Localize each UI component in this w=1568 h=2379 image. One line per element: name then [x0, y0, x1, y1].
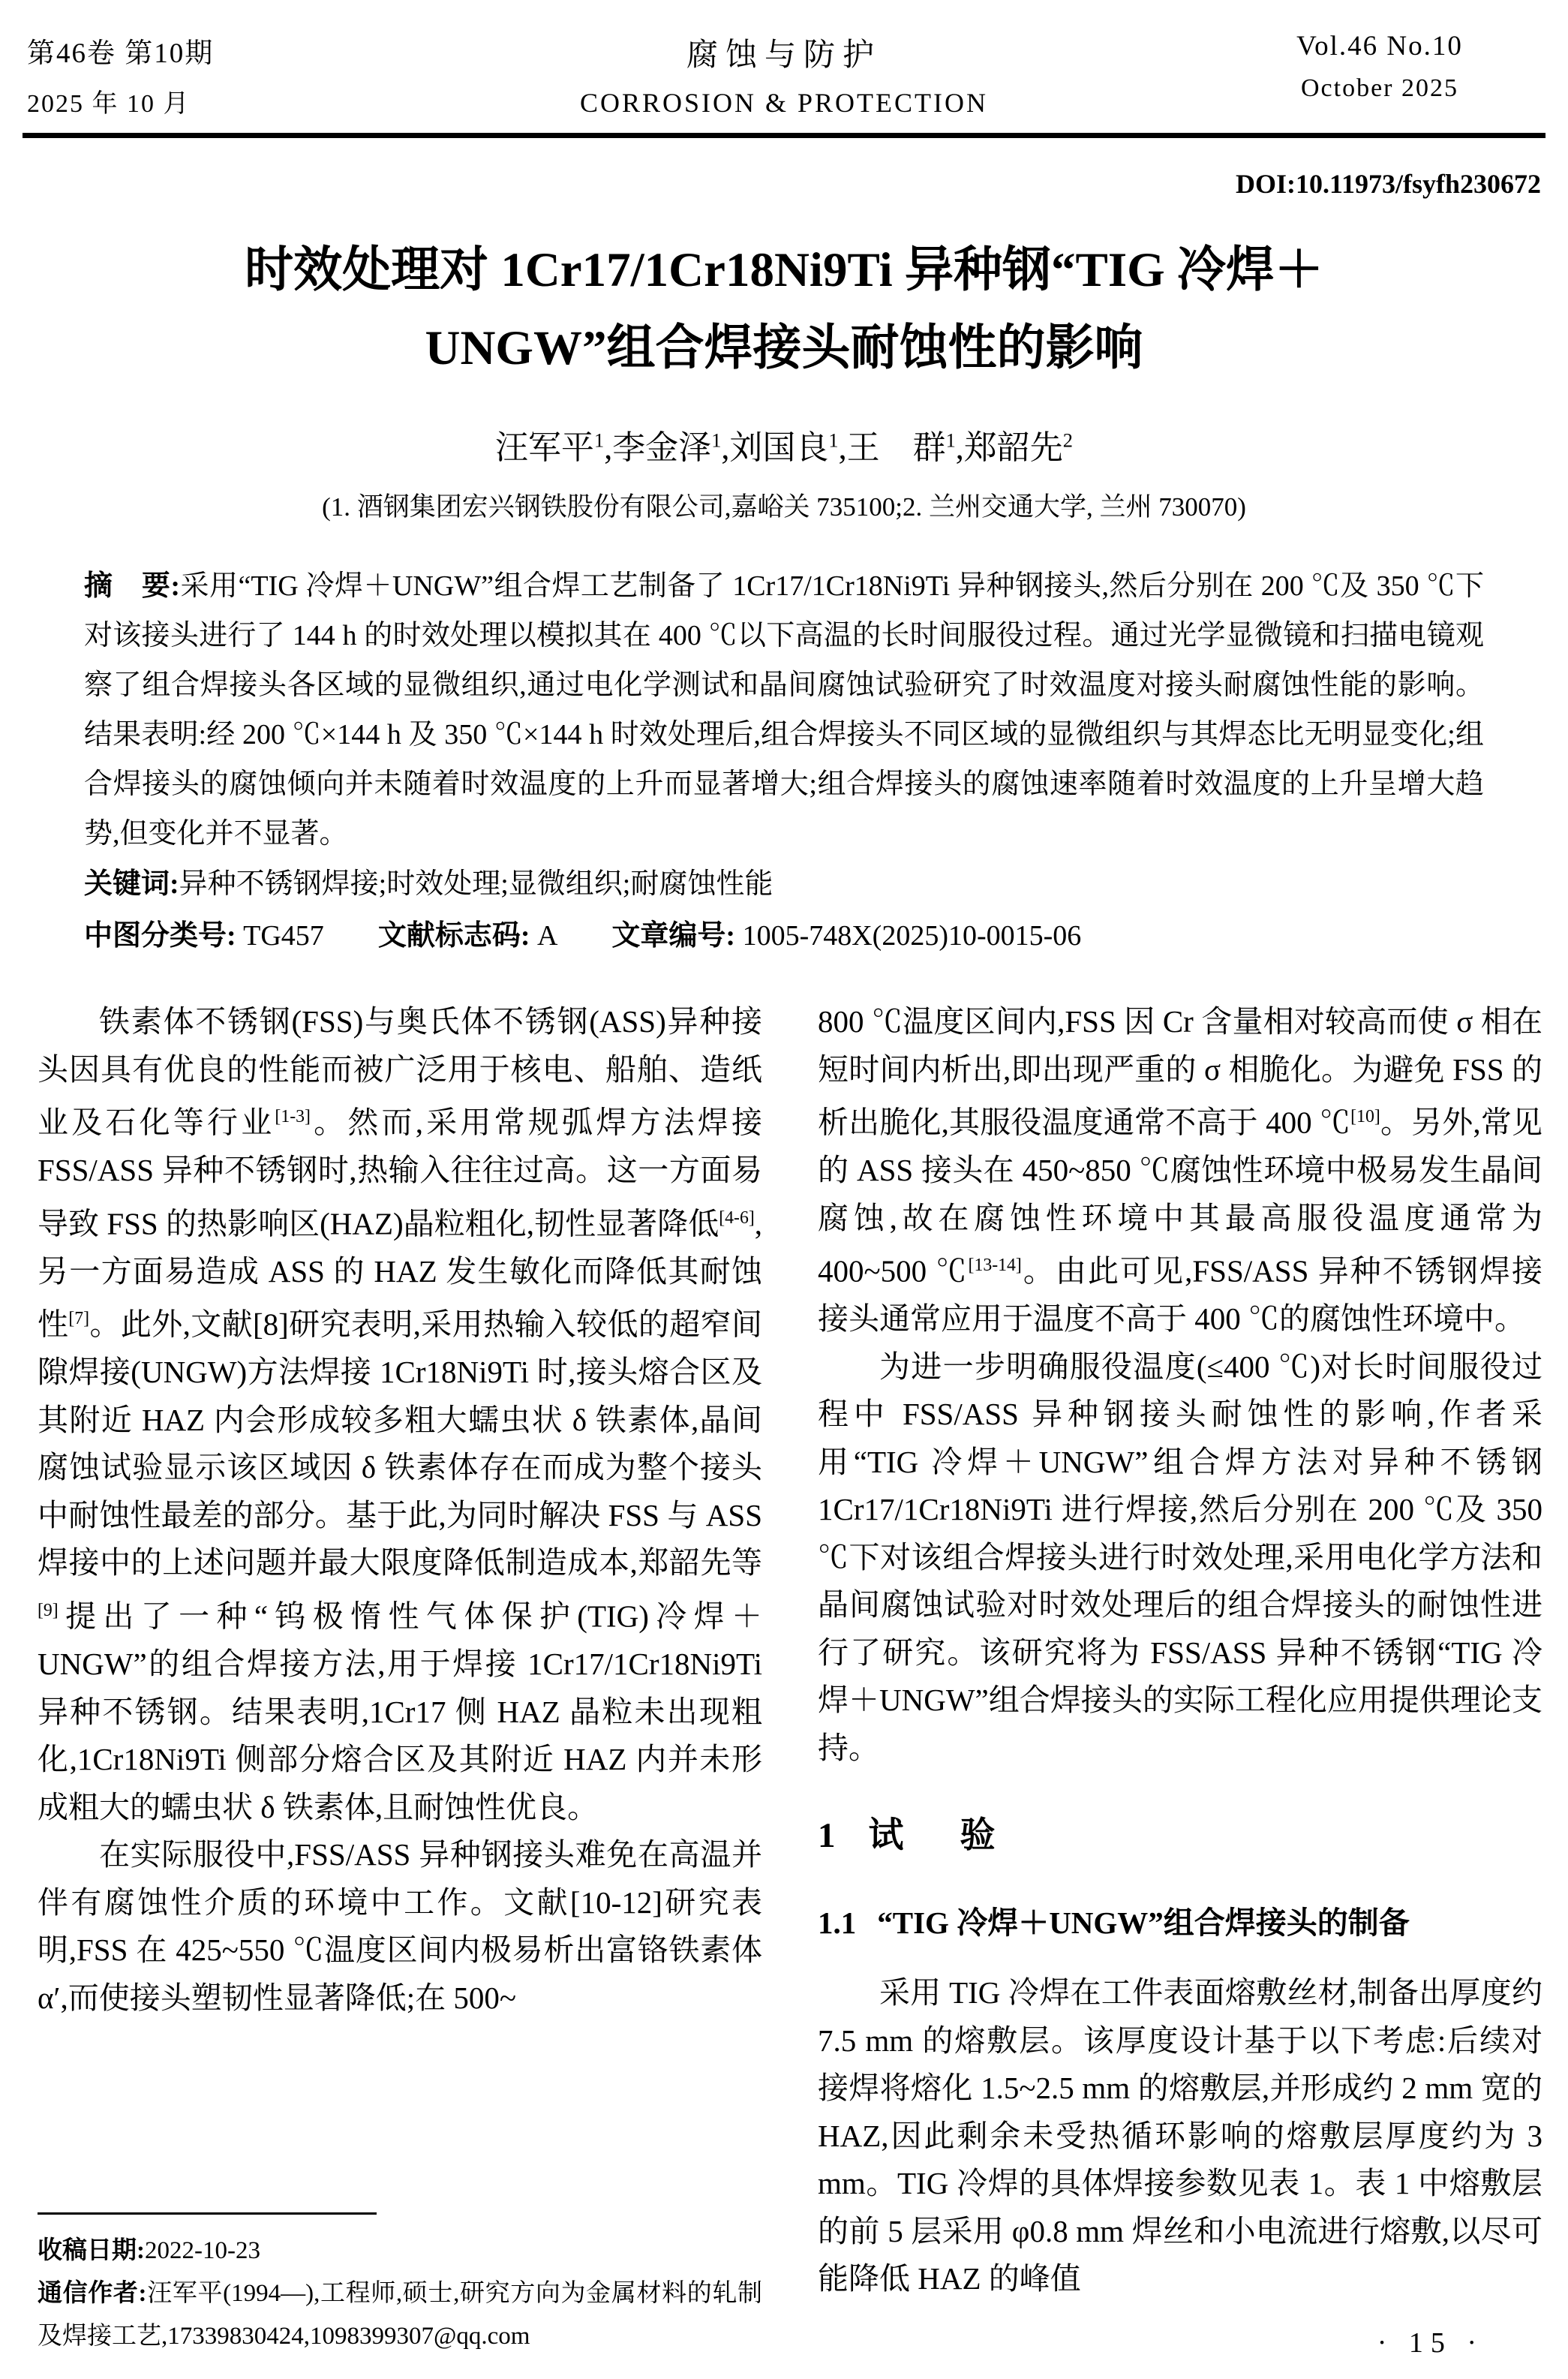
- reference-superscript: 1: [711, 429, 722, 452]
- body-paragraph: 采用 TIG 冷焊在工件表面熔敷丝材,制备出厚度约 7.5 mm 的熔敷层。该厚度设计基于以下考虑:后续对接焊将熔化 1.5~2.5 mm 的熔敷层,并形成约 2 mm 宽的 HAZ,因此剩余未受热循环影响的熔敷层厚度约为 3 mm。TIG 冷焊的具体焊接参数见表 1。表 1 中熔敷层的前 5 层采用 φ0.8 mm 焊丝和小电流进行熔敷,以尽可能降低 HAZ 的峰值: [818, 1975, 1542, 2296]
- header-right: [1218, 30, 1541, 103]
- abstract-block: [84, 561, 1484, 859]
- reference-superscript: [9]: [38, 1600, 59, 1620]
- body-columns: [38, 998, 1542, 2358]
- section-1-title: 试 验: [868, 1816, 1006, 1856]
- corresponding-label: 通信作者:: [38, 2280, 147, 2307]
- received-value: 2022-10-23: [145, 2237, 260, 2264]
- body-paragraph: 为进一步明确服役温度(≤400 ℃)对长时间服役过程中 FSS/ASS 异种钢接头耐蚀性的影响,作者采用“TIG 冷焊＋UNGW”组合焊方法对异种不锈钢 1Cr17/1Cr18Ni9Ti 进行焊接,然后分别在 200 ℃及 350 ℃下对该组合焊接头进行时效处理,采用电化学方法和晶间腐蚀试验对时效处理后的组合焊接头的耐蚀性进行了研究。该研究将为 FSS/ASS 异种不锈钢“TIG 冷焊＋UNGW”组合焊接头的实际工程化应用提供理论支持。: [818, 1349, 1542, 1765]
- date-en: October 2025: [1300, 74, 1458, 102]
- doc-code-label: 文献标志码:: [377, 920, 530, 952]
- journal-title-en: CORROSION & PROTECTION: [579, 88, 989, 118]
- journal-header: [0, 0, 1568, 119]
- journal-title-cn: 腐蚀与防护: [686, 38, 882, 73]
- page-number: · 15 ·: [1377, 2327, 1484, 2359]
- left-column: [38, 998, 762, 2358]
- received-date-line: [38, 2230, 762, 2272]
- keywords-line: [84, 860, 1484, 908]
- article-title: [90, 231, 1478, 387]
- volume-issue-cn: 第46卷 第10期: [27, 38, 215, 69]
- body-paragraph: 铁素体不锈钢(FSS)与奥氏体不锈钢(ASS)异种接头因具有优良的性能而被广泛用于核电、船舶、造纸业及石化等行业[1-3]。然而,采用常规弧焊方法焊接 FSS/ASS 异种不锈钢时,热输入往往过高。这一方面易导致 FSS 的热影响区(HAZ)晶粒粗化,韧性显著降低[4-6],另一方面易造成 ASS 的 HAZ 发生敏化而降低其耐蚀性[7]。此外,文献[8]研究表明,采用热输入较低的超窄间隙焊接(UNGW)方法焊接 1Cr18Ni9Ti 时,接头熔合区及其附近 HAZ 内会形成较多粗大蠕虫状 δ 铁素体,晶间腐蚀试验显示该区域因 δ 铁素体存在而成为整个接头中耐蚀性最差的部分。基于此,为同时解决 FSS 与 ASS 焊接中的上述问题并最大限度降低制造成本,郑韶先等[9]提出了一种“钨极惰性气体保护(TIG)冷焊＋UNGW”的组合焊接方法,用于焊接 1Cr17/1Cr18Ni9Ti 异种不锈钢。结果表明,1Cr17 侧 HAZ 晶粒未出现粗化,1Cr18Ni9Ti 侧部分熔合区及其附近 HAZ 内并未形成粗大的蠕虫状 δ 铁素体,且耐蚀性优良。: [38, 1004, 763, 1824]
- footnote: [38, 2212, 762, 2358]
- reference-superscript: [13-14]: [968, 1256, 1022, 1276]
- classification-line: [84, 913, 1484, 959]
- authors-line: 汪军平$^1$,李金泽$^1$,刘国良$^1$,王 群$^1$,郑韶先$^2$: [494, 429, 1073, 466]
- article-title-line2: UNGW”组合焊接头耐蚀性的影响: [425, 321, 1143, 375]
- keywords-label: 关键词:: [84, 868, 179, 900]
- corresponding-author-line: [38, 2272, 762, 2358]
- section-1-1-title: “TIG 冷焊＋UNGW”组合焊接头的制备: [877, 1905, 1410, 1940]
- header-divider-rule: [23, 133, 1545, 138]
- article-id-label: 文章编号:: [611, 920, 736, 952]
- clc-label: 中图分类号:: [84, 920, 236, 952]
- reference-superscript: 1: [945, 429, 956, 452]
- article-title-line1: 时效处理对 1Cr17/1Cr18Ni9Ti 异种钢“TIG 冷焊＋: [245, 243, 1323, 297]
- abstract-label: 摘 要:: [84, 570, 181, 602]
- volume-issue-en: Vol.46 No.10: [1296, 31, 1463, 62]
- right-column: [818, 998, 1542, 2358]
- affiliation: (1. 酒钢集团宏兴钢铁股份有限公司,嘉峪关 735100;2. 兰州交通大学, 兰州 730070): [322, 492, 1246, 522]
- abstract-text: 采用“TIG 冷焊＋UNGW”组合焊工艺制备了 1Cr17/1Cr18Ni9Ti 异种钢接头,然后分别在 200 ℃及 350 ℃下对该接头进行了 144 h 的时效处理以模拟其在 400 ℃以下高温的长时间服役过程。通过光学显微镜和扫描电镜观察了组合焊接头各区域的显微组织,通过电化学测试和晶间腐蚀试验研究了时效温度对接头耐腐蚀性能的影响。结果表明:经 200 ℃×144 h 及 350 ℃×144 h 时效处理后,组合焊接头不同区域的显微组织与其焊态比无明显变化;组合焊接头的腐蚀倾向并未随着时效温度的上升而显著增大;组合焊接头的腐蚀速率随着时效温度的上升呈增大趋势,但变化并不显著。: [84, 570, 1485, 850]
- body-paragraph: 800 ℃温度区间内,FSS 因 Cr 含量相对较高而使 σ 相在短时间内析出,即出现严重的 σ 相脆化。为避免 FSS 的析出脆化,其服役温度通常不高于 400 ℃[10]。另外,常见的 ASS 接头在 450~850 ℃腐蚀性环境中极易发生晶间腐蚀,故在腐蚀性环境中其最高服役温度通常为 400~500 ℃[13-14]。由此可见,FSS/ASS 异种不锈钢焊接接头通常应用于温度不高于 400 ℃的腐蚀性环境中。: [818, 1004, 1543, 1337]
- reference-superscript: [1-3]: [275, 1107, 311, 1126]
- section-1-heading: [818, 1812, 1542, 1860]
- body-paragraph: 在实际服役中,FSS/ASS 异种钢接头难免在高温并伴有腐蚀性介质的环境中工作。文献[10-12]研究表明,FSS 在 425~550 ℃温度区间内极易析出富铬铁素体 α′,而使接头塑韧性显著降低;在 500~: [38, 1837, 762, 2015]
- clc-value: TG457: [243, 920, 324, 952]
- corresponding-value: 汪军平(1994—),工程师,硕士,研究方向为金属材料的轧制及焊接工艺,17339830424,1098399307@qq.com: [38, 2280, 762, 2350]
- reference-superscript: 1: [593, 429, 605, 452]
- header-left: [27, 30, 350, 119]
- keywords-text: 异种不锈钢焊接;时效处理;显微组织;耐腐蚀性能: [179, 868, 773, 900]
- header-center: [350, 30, 1218, 119]
- reference-superscript: [7]: [68, 1309, 90, 1329]
- reference-superscript: 2: [1062, 429, 1073, 452]
- footnote-divider-rule: [38, 2212, 377, 2215]
- section-1-1-heading: [818, 1899, 1542, 1947]
- article-id-item: [611, 913, 1081, 959]
- doi: DOI:10.11973/fsyfh230672: [1235, 169, 1541, 199]
- article-id-value: 1005-748X(2025)10-0015-06: [742, 920, 1082, 952]
- received-label: 收稿日期:: [38, 2237, 145, 2264]
- reference-superscript: 1: [828, 429, 839, 452]
- section-1-1-number: 1.1: [818, 1905, 857, 1940]
- reference-superscript: [10]: [1350, 1107, 1380, 1126]
- doc-code-value: A: [536, 920, 558, 952]
- date-cn: 2025 年 10 月: [27, 90, 191, 118]
- reference-superscript: [4-6]: [719, 1208, 755, 1228]
- doc-code-item: [378, 913, 558, 959]
- clc-item: [84, 913, 324, 959]
- section-1-number: 1: [818, 1816, 836, 1856]
